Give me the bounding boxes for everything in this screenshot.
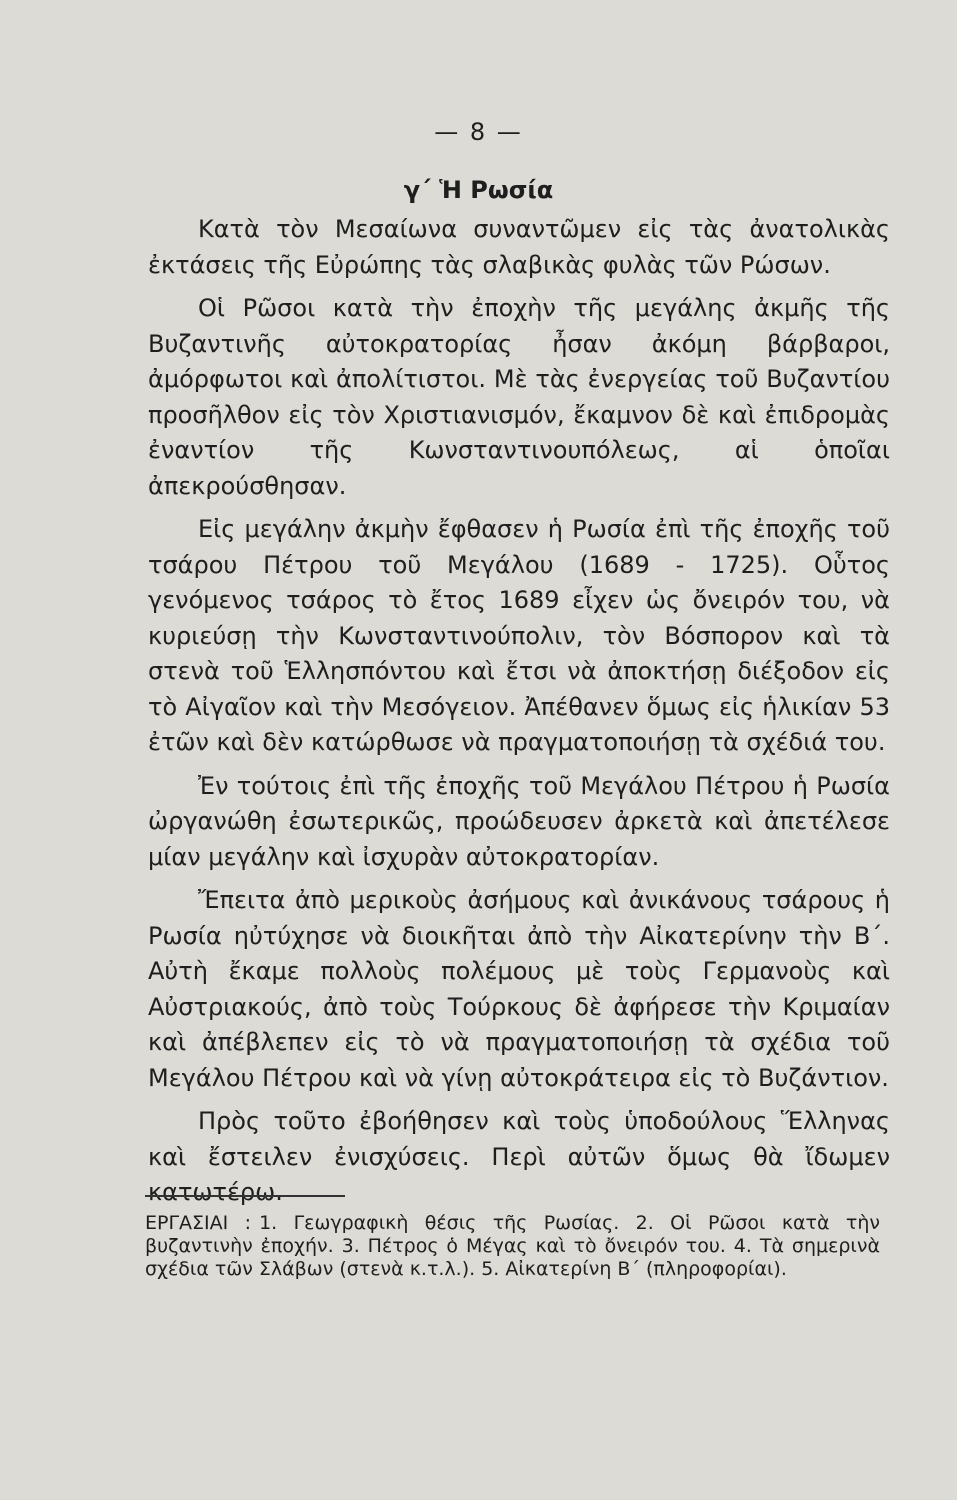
footnote-divider (145, 1195, 345, 1197)
paragraph: Ἐν τούτοις ἐπὶ τῆς ἐποχῆς τοῦ Μεγάλου Πέτρου ἡ Ρωσία ὠργανώθη ἐσωτερικῶς, προώδευσεν ἀρκετὰ καὶ ἀπετέλεσε μίαν μεγάλην καὶ ἰσχυρὰν αὐτοκρατορίαν. (148, 771, 890, 871)
paragraph: Κατὰ τὸν Μεσαίωνα συναντῶμεν εἰς τὰς ἀνατολικὰς ἐκτάσεις τῆς Εὐρώπης τὰς σλαβικὰς φυλὰς τῶν Ρώσων. (148, 215, 890, 279)
paragraph: Εἰς μεγάλην ἀκμὴν ἔφθασεν ἡ Ρωσία ἐπὶ τῆς ἐποχῆς τοῦ τσάρου Πέτρου τοῦ Μεγάλου (1689 - 1725). Οὗτος γενόμενος τσάρος τὸ ἔτος 1689 εἶχεν ὡς ὄνειρόν του, νὰ κυριεύσῃ τὴν Κωνσταντινούπολιν, τὸν Βόσπορον καὶ τὰ στενὰ τοῦ Ἑλλησπόντου καὶ ἔτσι νὰ ἀποκτήσῃ διέξοδον εἰς τὸ Αἰγαῖον καὶ τὴν Μεσόγειον. Ἀπέθανεν ὅμως εἰς ἡλικίαν 53 ἐτῶν καὶ δὲν κατώρθωσε νὰ πραγματοποιήσῃ τὰ σχέδιά του. (148, 515, 890, 756)
body-text (148, 212, 890, 1219)
exercises-footnote (145, 1212, 880, 1281)
paragraph: Οἱ Ρῶσοι κατὰ τὴν ἐποχὴν τῆς μεγάλης ἀκμῆς τῆς Βυζαντινῆς αὐτοκρατορίας ἦσαν ἀκόμη βάρβαροι, ἀμόρφωτοι καὶ ἀπολίτιστοι. Μὲ τὰς ἐνεργείας τοῦ Βυζαντίου προσῆλθον εἰς τὸν Χριστιανισμόν, ἔκαμνον δὲ καὶ ἐπιδρομὰς ἐναντίον τῆς Κωνσταντινουπόλεως, αἱ ὁποῖαι ἀπεκρούσθησαν. (148, 294, 890, 500)
footnote-text: 1. Γεωγραφικὴ θέσις τῆς Ρωσίας. 2. Οἱ Ρῶσοι κατὰ τὴν βυζαντινὴν ἐποχήν. 3. Πέτρος ὁ Μέγας καὶ τὸ ὄνειρόν του. 4. Τὰ σημερινὰ σχέδια τῶν Σλάβων (στενὰ κ.τ.λ.). 5. Αἰκατερίνη Β΄ (πληροφορίαι). (145, 1212, 880, 1280)
paragraph: Πρὸς τοῦτο ἐβοήθησεν καὶ τοὺς ὑποδούλους Ἕλληνας καὶ ἔστειλεν ἐνισχύσεις. Περὶ αὐτῶν ὅμως θὰ ἴδωμεν κατωτέρω. (148, 1107, 890, 1206)
paragraph: Ἔπειτα ἀπὸ μερικοὺς ἀσήμους καὶ ἀνικάνους τσάρους ἡ Ρωσία ηὐτύχησε νὰ διοικῆται ἀπὸ τὴν Αἰκατερίνην τὴν Β΄. Αὐτὴ ἔκαμε πολλοὺς πολέμους μὲ τοὺς Γερμανοὺς καὶ Αὐστριακούς, ἀπὸ τοὺς Τούρκους δὲ ἀφήρεσε τὴν Κριμαίαν καὶ ἀπέβλεπεν εἰς τὸ νὰ πραγματοποιήσῃ τὰ σχέδια τοῦ Μεγάλου Πέτρου καὶ νὰ γίνῃ αὐτοκράτειρα εἰς τὸ Βυζάντιον. (148, 886, 890, 1092)
section-heading: γ΄ Ἡ Ρωσία (403, 176, 554, 204)
page-number: — 8 — (434, 118, 523, 146)
footnote-label: ΕΡΓΑΣΙΑΙ : (145, 1212, 252, 1234)
